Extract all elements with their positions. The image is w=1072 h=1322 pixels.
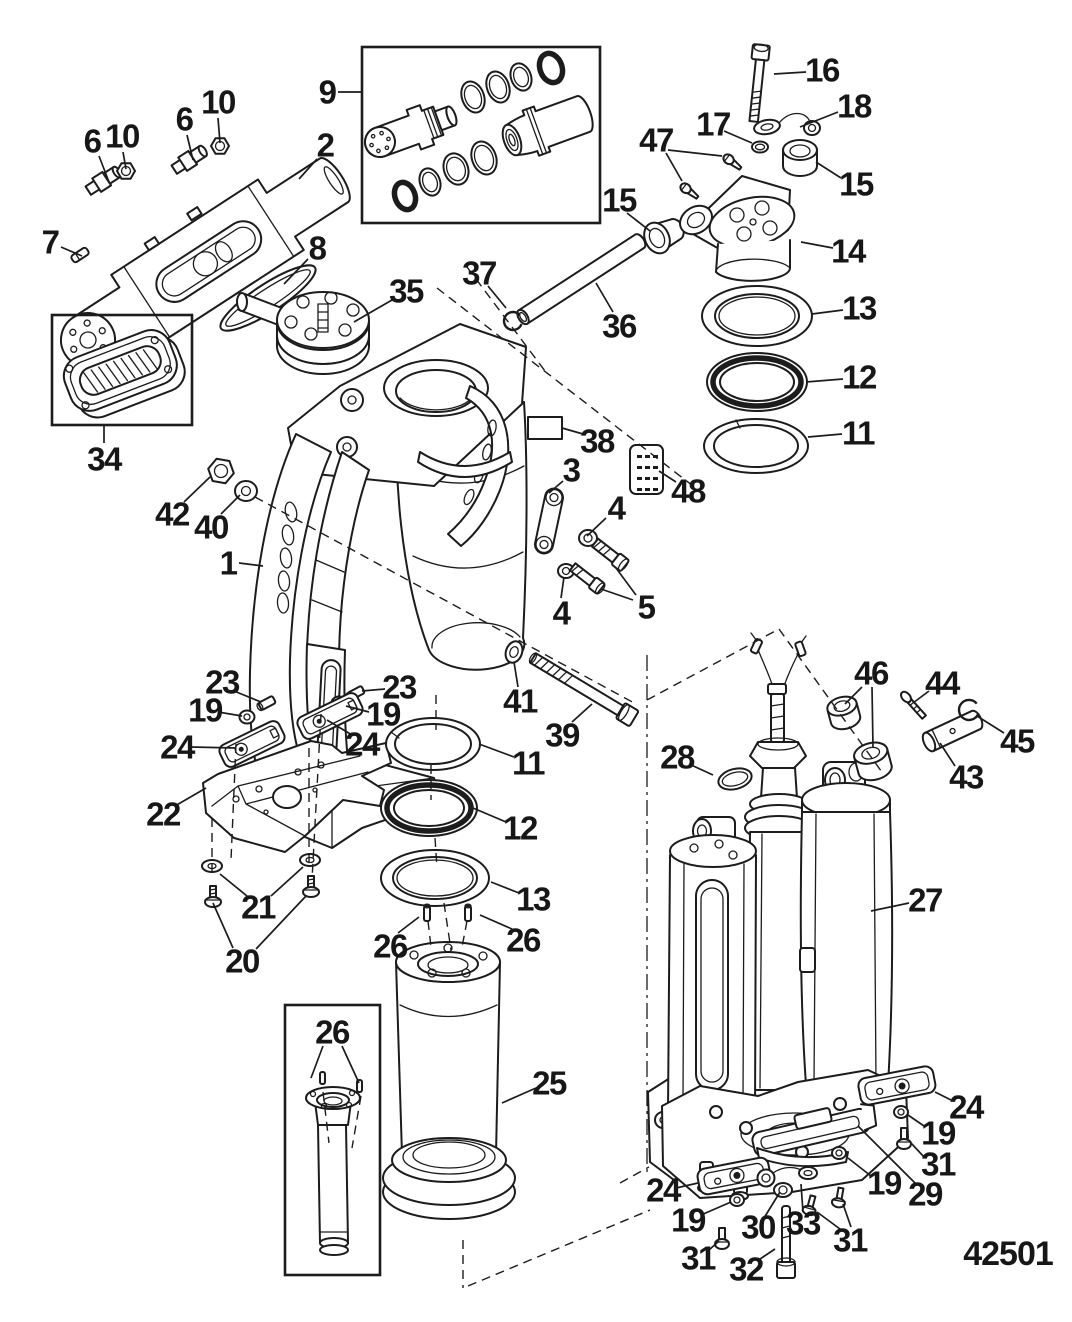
part-number-label: 19 [671, 1201, 705, 1239]
part-number-label: 17 [696, 105, 730, 143]
part-number-label: 11 [842, 414, 874, 452]
part-number-label: 4 [607, 489, 625, 527]
part-number-label: 41 [503, 682, 537, 720]
drawing-number: 42501 [963, 1235, 1053, 1273]
part-number-label: 19 [188, 691, 222, 729]
callout-32-65 [729, 1249, 775, 1288]
callout-leader-line [774, 72, 806, 74]
pin-art-26b [465, 904, 471, 921]
bushing-art-15-right [783, 140, 817, 176]
bolt-art-5b [569, 562, 607, 596]
part-number-label: 38 [580, 422, 614, 460]
part-number-label: 30 [741, 1208, 775, 1246]
callout-6-2 [176, 101, 194, 161]
part-number-label: 39 [545, 716, 579, 754]
part-number-label: 24 [345, 725, 379, 763]
callout-leader-line [502, 1088, 536, 1103]
callout-leader-line [812, 310, 843, 314]
part-number-label: 42 [155, 495, 189, 533]
part-number-label: 3 [562, 451, 580, 489]
part-number-label: 15 [602, 181, 636, 219]
part-number-label: 29 [908, 1175, 942, 1213]
part-number-label: 33 [786, 1204, 820, 1242]
part-number-label: 32 [729, 1250, 763, 1288]
callout-39-39 [545, 704, 592, 754]
part-number-label: 47 [639, 121, 673, 159]
callout-44-51 [913, 665, 961, 704]
seal-ring-art-11-center [386, 718, 480, 770]
seal-ring-art-12-center [381, 780, 477, 836]
callout-4-29 [553, 577, 572, 632]
part-number-label: 12 [503, 809, 537, 847]
callout-leader-line [191, 747, 236, 748]
screw-art-47a [721, 152, 743, 172]
part-number-label: 6 [175, 100, 193, 138]
callout-16-14 [774, 52, 840, 89]
part-number-label: 13 [516, 880, 550, 918]
part-number-label: 15 [839, 165, 873, 203]
cylinder-art-25 [383, 942, 515, 1219]
pin-art-26a [424, 904, 430, 921]
callout-41-38 [503, 662, 538, 720]
part-number-label: 44 [925, 664, 959, 702]
callout-31-64 [681, 1240, 719, 1277]
callout-leader-line [816, 162, 841, 178]
callout-leader-line [213, 903, 233, 948]
callout-leader-line [473, 808, 506, 822]
part-number-label: 26 [506, 921, 540, 959]
callout-leader-line [479, 744, 514, 757]
callout-28-49 [660, 739, 713, 776]
callout-5-30 [601, 568, 656, 626]
callout-15-18 [816, 162, 874, 203]
part-number-label: 10 [201, 83, 235, 121]
part-number-label: 2 [316, 126, 334, 164]
washer-art-19-mid [832, 1147, 846, 1159]
callout-37-9 [462, 255, 506, 309]
part-number-label: 11 [512, 744, 544, 782]
callout-12-41 [473, 808, 538, 847]
bolt-art-44 [899, 690, 927, 720]
link-art-3 [533, 487, 564, 555]
callout-13-22 [812, 290, 877, 327]
clip-art-18 [753, 114, 820, 137]
part-number-label: 9 [318, 73, 336, 111]
callout-11-40 [479, 744, 545, 782]
part-number-label: 7 [41, 223, 59, 261]
callout-40-12 [194, 495, 240, 546]
callout-4-28 [587, 490, 627, 537]
part-number-label: 31 [681, 1239, 715, 1277]
callout-13-42 [491, 881, 551, 918]
part-number-label: 34 [87, 440, 121, 478]
seal-ring-art-13-right [702, 286, 812, 346]
part-number-label: 4 [552, 594, 570, 632]
part-number-label: 27 [908, 881, 942, 919]
callout-15-19 [602, 182, 650, 232]
callout-43-53 [940, 743, 984, 796]
seal-ring-art-13-center [381, 850, 489, 906]
bolt-art-5a [591, 537, 630, 572]
oring-art-28 [716, 765, 754, 793]
part-number-label: 8 [308, 229, 326, 267]
seal-ring-art-12-right [707, 353, 807, 411]
washer-art-19-right [894, 1106, 908, 1118]
part-number-label: 19 [366, 695, 400, 733]
callout-leader-line [668, 150, 722, 156]
locknut-art-42 [206, 458, 236, 485]
callout-45-52 [977, 716, 1035, 760]
washer-art-30 [774, 1183, 792, 1197]
callout-leader-line [271, 867, 303, 896]
part-number-label: 10 [105, 117, 139, 155]
callout-25-47 [502, 1065, 567, 1104]
callout-11-24 [808, 415, 875, 452]
decal-art-48 [630, 445, 663, 494]
tag-art-38 [528, 417, 562, 439]
part-number-label: 16 [805, 51, 839, 89]
part-number-label: 26 [315, 1013, 349, 1051]
part-number-label: 23 [205, 663, 239, 701]
oring-art-17 [752, 142, 768, 153]
callout-leader-line [601, 589, 633, 600]
callout-leader-line [491, 882, 519, 893]
callout-21-45 [220, 867, 303, 926]
callout-leader-line [808, 434, 842, 437]
part-number-label: 35 [389, 272, 423, 310]
part-number-label: 18 [837, 87, 871, 125]
screw-art-20b [303, 876, 319, 897]
part-number-label: 14 [831, 232, 865, 270]
callout-leader-line [806, 379, 843, 382]
callout-10-3 [201, 84, 235, 144]
seal-kit-box-9 [359, 47, 600, 223]
part-number-label: 13 [842, 289, 876, 327]
bolt-art-39 [526, 649, 639, 726]
pin-art-43 [920, 709, 985, 753]
callout-leader-line [616, 568, 636, 595]
washer-art-19-left [730, 1194, 744, 1206]
adapter-art-35 [237, 292, 369, 374]
part-number-label: 5 [637, 588, 655, 626]
part-number-label: 24 [949, 1088, 983, 1126]
washer-art-19a [240, 711, 255, 724]
callout-1-13 [220, 545, 263, 582]
part-number-label: 26 [373, 927, 407, 965]
diagram-artwork [37, 44, 985, 1278]
part-number-label: 23 [382, 668, 416, 706]
part-number-label: 12 [842, 358, 876, 396]
part-number-label: 24 [646, 1171, 680, 1209]
part-number-label: 37 [462, 254, 496, 292]
part-number-label: 19 [867, 1164, 901, 1202]
part-number-label: 6 [83, 122, 101, 160]
part-number-label: 1 [219, 544, 237, 582]
callout-22-37 [146, 788, 206, 833]
screw-art-47b [678, 181, 700, 201]
callout-31-66 [817, 1204, 868, 1259]
part-number-label: 36 [602, 307, 636, 345]
callout-10-1 [105, 118, 139, 170]
part-number-label: 24 [160, 728, 194, 766]
part-number-label: 43 [949, 758, 983, 796]
callout-9-5 [319, 74, 361, 111]
callout-30-62 [741, 1192, 780, 1246]
part-number-label: 20 [225, 942, 259, 980]
part-number-label: 45 [1000, 722, 1034, 760]
callout-leader-line [872, 687, 873, 748]
seal-ring-art-11-right [704, 419, 808, 473]
callout-12-23 [806, 359, 877, 396]
callout-3-26 [549, 452, 581, 494]
callout-14-20 [801, 233, 867, 270]
screw-art-31-center-b [831, 1187, 847, 1208]
callout-26-48 [311, 1014, 359, 1084]
callout-36-21 [596, 283, 637, 345]
part-number-label: 19 [921, 1114, 955, 1152]
callout-17-16 [696, 106, 752, 144]
callout-leader-line [801, 242, 833, 248]
part-number-label: 28 [660, 738, 694, 776]
callout-leader-line [701, 1202, 731, 1215]
callout-34-10 [87, 426, 123, 478]
washer-art-21b [300, 854, 320, 866]
part-number-label: 46 [854, 654, 888, 692]
part-number-label: 48 [671, 472, 705, 510]
part-number-label: 21 [241, 888, 275, 926]
part-number-label: 31 [921, 1145, 955, 1183]
bolt-art-16 [745, 44, 770, 123]
washer-art-40 [235, 481, 257, 501]
callout-leader-line [342, 1046, 359, 1083]
part-number-label: 22 [146, 795, 180, 833]
part-number-label: 31 [833, 1221, 867, 1259]
screw-art-31-left [715, 1228, 729, 1249]
part-number-label: 40 [194, 508, 228, 546]
bushing-art-46a [825, 694, 862, 733]
part-number-label: 25 [532, 1064, 566, 1102]
callout-48-27 [659, 471, 706, 510]
